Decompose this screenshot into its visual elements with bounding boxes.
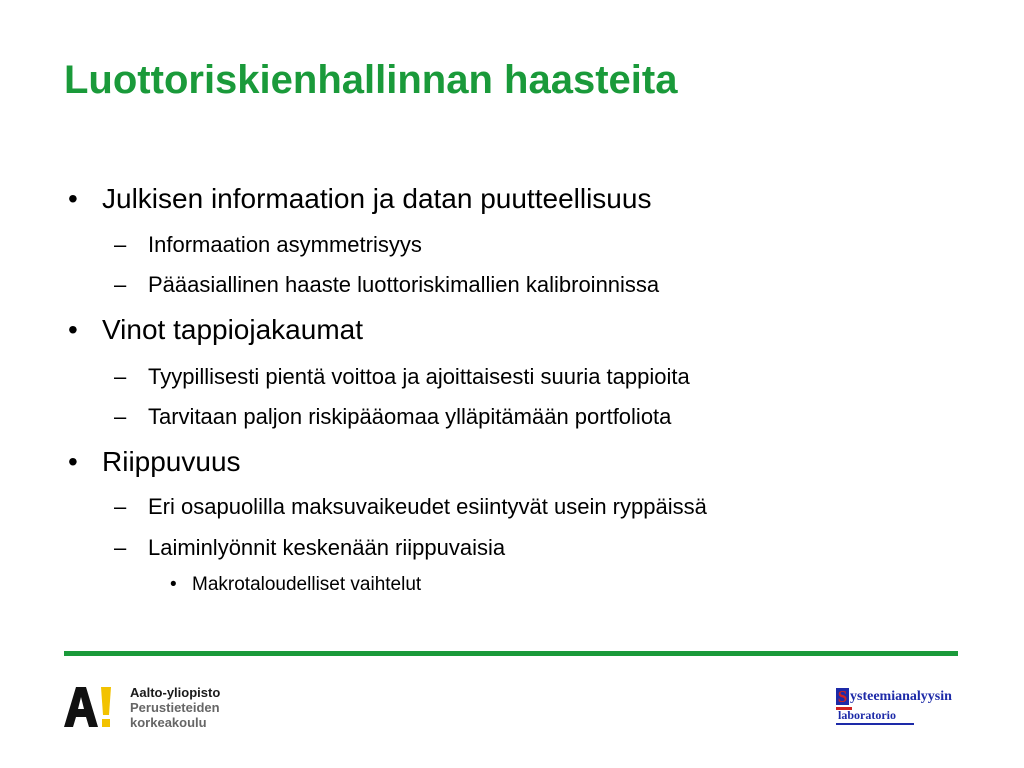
aalto-logo (64, 685, 264, 735)
sub-bullet-item (114, 404, 672, 430)
sub-bullet-text: Tyypillisesti pientä voittoa ja ajoittaisesti suuria tappioita (148, 364, 690, 389)
aalto-a-icon (64, 685, 124, 731)
bullet-text: Riippuvuus (102, 446, 241, 477)
sub-bullet-text: Eri osapuolilla maksuvaikeudet esiintyvät usein ryppäissä (148, 494, 707, 519)
bullet-item (68, 183, 652, 215)
sal-lab: laboratorio (838, 708, 896, 722)
dash-marker: – (114, 404, 127, 429)
sal-word: ysteemianalyysin (850, 689, 952, 704)
sub-sub-bullet-item (170, 574, 422, 596)
bullet-marker: • (68, 183, 78, 214)
dash-marker: – (114, 494, 127, 519)
sub-sub-bullet-text: Makrotaloudelliset vaihtelut (192, 574, 422, 595)
sub-bullet-text: Pääasiallinen haaste luottoriskimallien kalibroinnissa (148, 272, 660, 297)
aalto-wordmark (130, 685, 220, 730)
dash-marker: – (114, 232, 127, 257)
sub-bullet-item (114, 232, 422, 258)
sal-logo (836, 688, 966, 728)
dash-marker: – (114, 535, 127, 560)
sub-bullet-text: Informaation asymmetrisyys (148, 232, 422, 257)
sal-initial: S (837, 687, 848, 706)
slide-title: Luottoriskienhallinnan haasteita (64, 58, 678, 102)
sal-underline (836, 723, 914, 725)
dash-marker: – (114, 272, 127, 297)
aalto-line-3: korkeakoulu (130, 715, 207, 730)
aalto-line-1: Aalto-yliopisto (130, 685, 221, 700)
bullet-text: Vinot tappiojakaumat (102, 314, 363, 345)
footer-divider (64, 651, 958, 656)
sub-bullet-item (114, 535, 506, 561)
bullet-text: Julkisen informaation ja datan puutteellisuus (102, 183, 652, 214)
sub-bullet-text: Laiminlyönnit keskenään riippuvaisia (148, 535, 506, 560)
bullet-marker: • (68, 446, 78, 477)
bullet-marker: • (68, 314, 78, 345)
sub-bullet-item (114, 272, 660, 298)
sub-bullet-text: Tarvitaan paljon riskipääomaa ylläpitämään portfoliota (148, 404, 672, 429)
bullet-item (68, 446, 241, 478)
dash-marker: – (114, 364, 127, 389)
bullet-item (68, 314, 363, 346)
sub-bullet-item (114, 364, 690, 390)
aalto-line-2: Perustieteiden (130, 700, 220, 715)
sub-bullet-item (114, 494, 707, 520)
bullet-marker: • (170, 574, 177, 595)
